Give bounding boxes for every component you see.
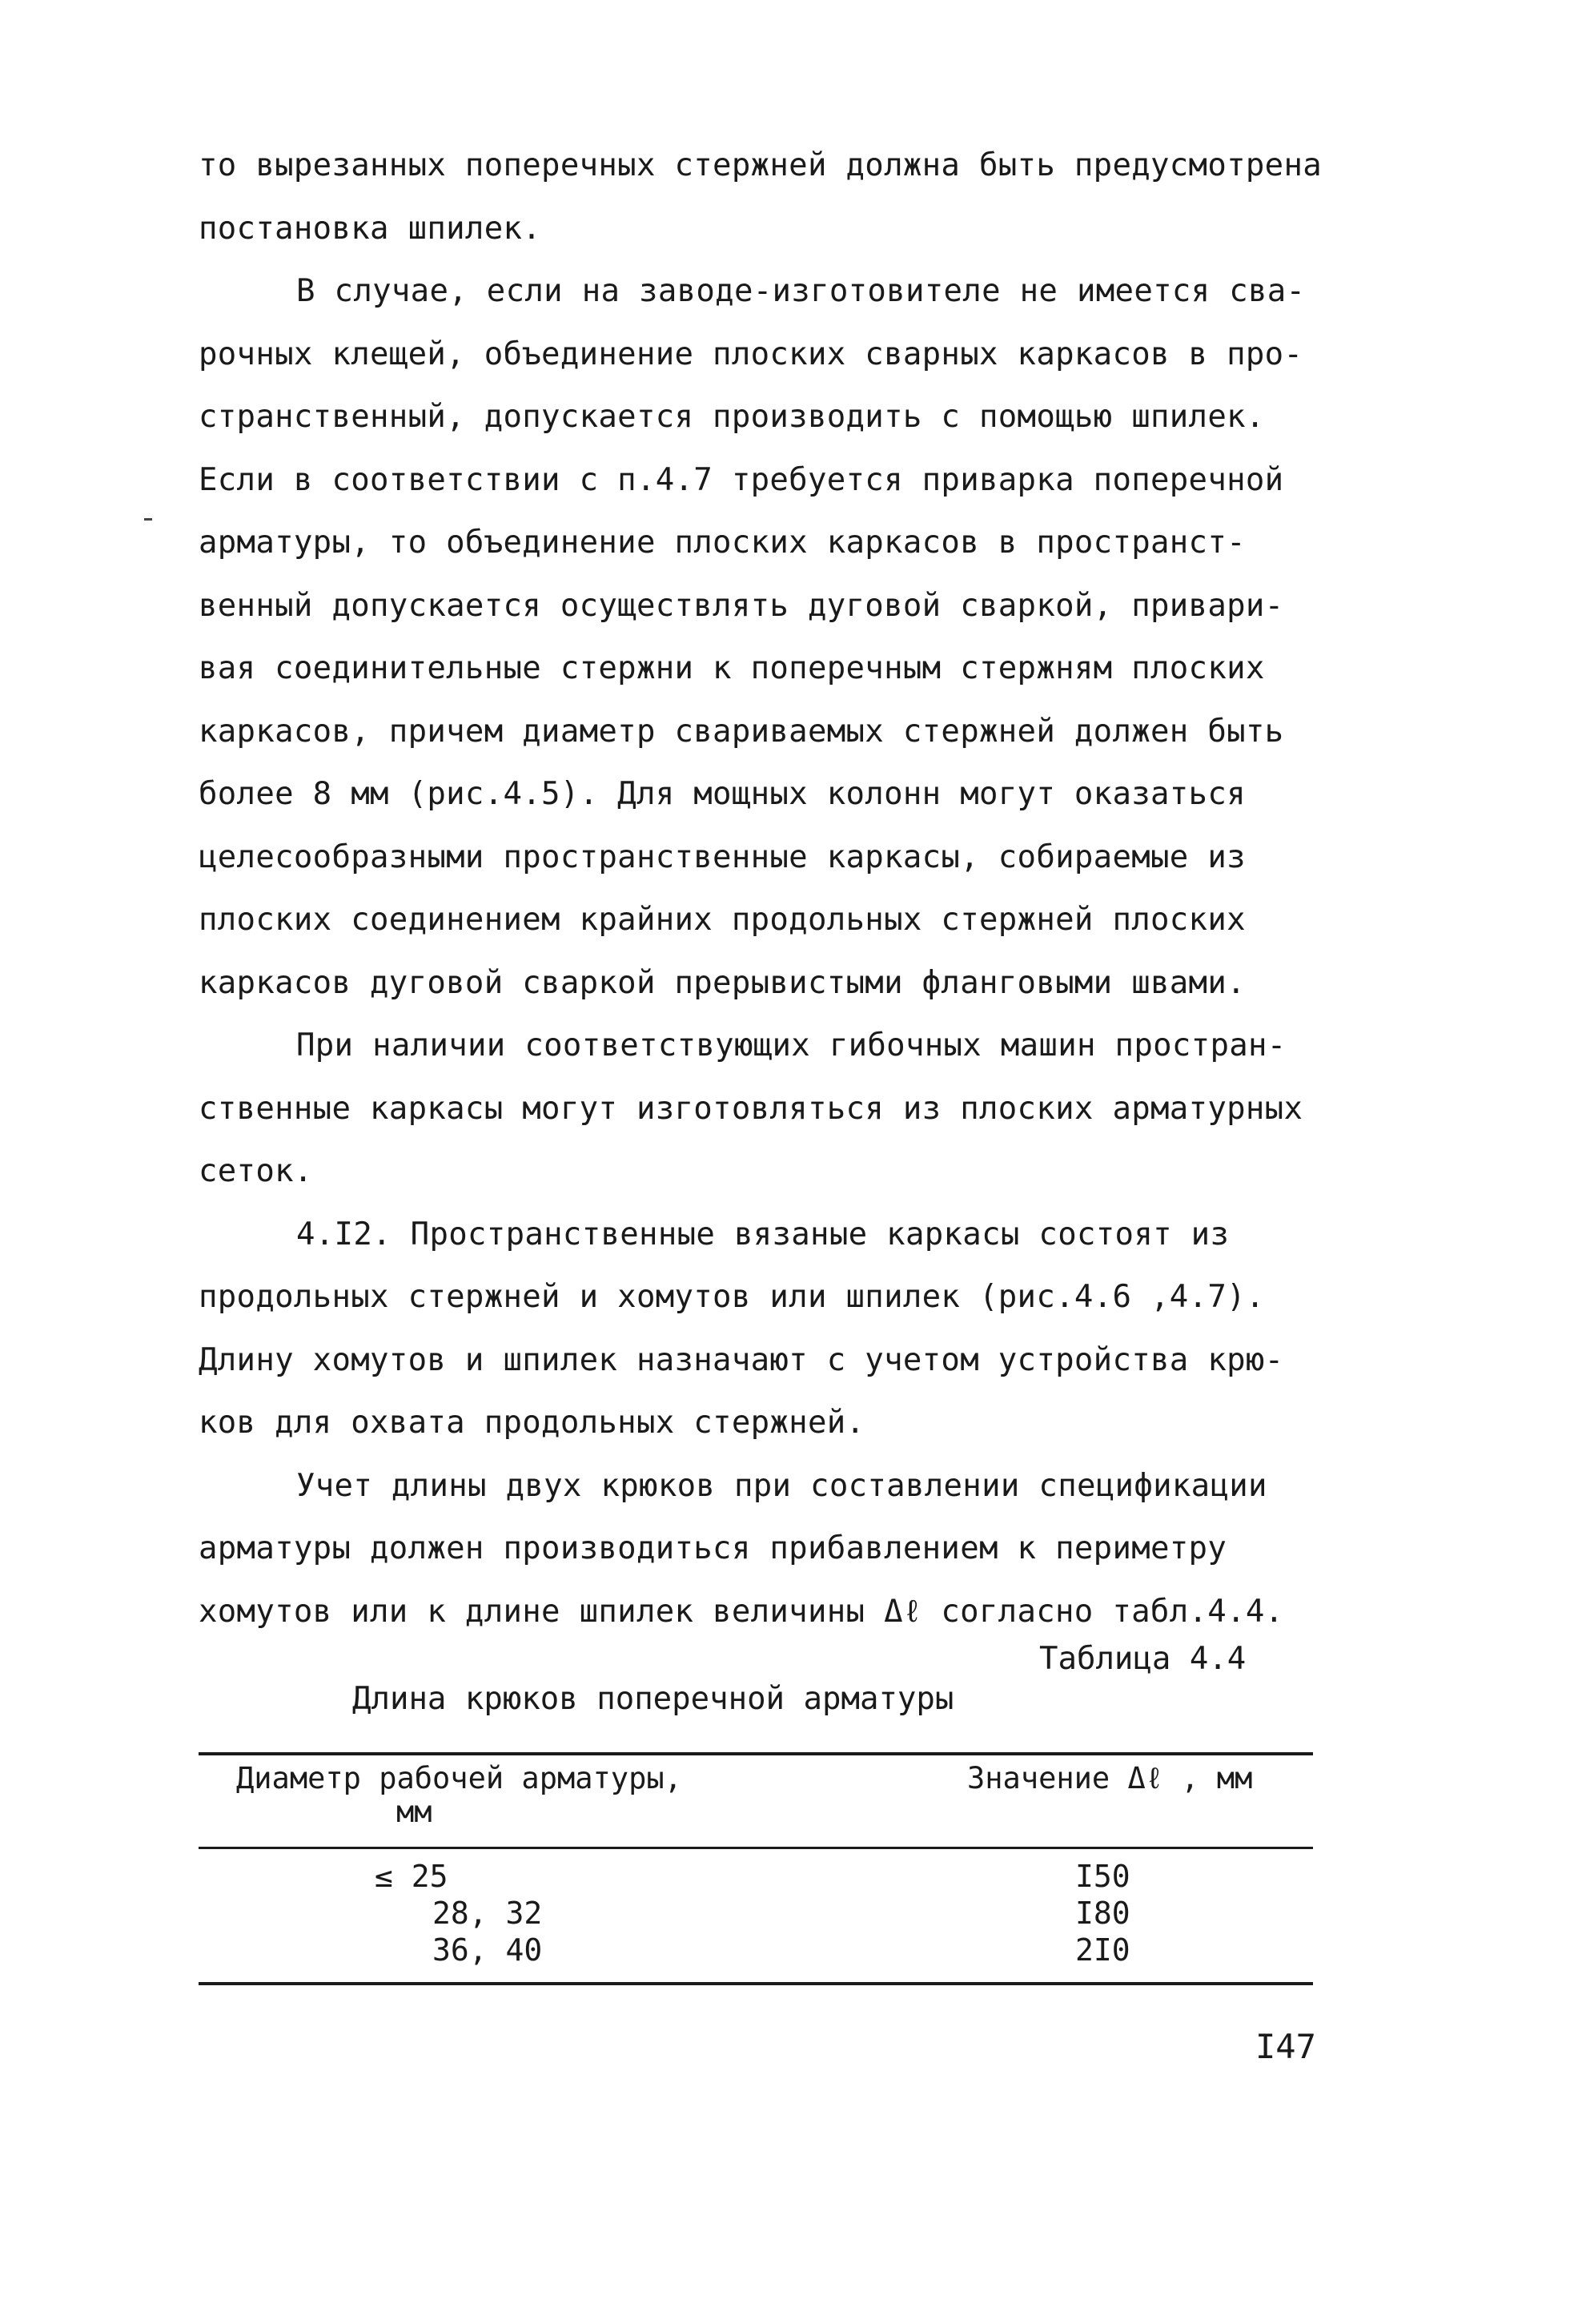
body-line: 4.I2. Пространственные вязаные каркасы состоят из	[296, 1216, 1230, 1252]
cell-value: I50	[1075, 1859, 1130, 1894]
cell-diameter: 28, 32	[432, 1896, 543, 1931]
cell-diameter: ≤ 25	[375, 1859, 448, 1894]
cell-value: I80	[1075, 1896, 1130, 1931]
body-line: При наличии соответствующих гибочных машин простран-	[296, 1027, 1287, 1063]
table-number: Таблица 4.4	[1039, 1641, 1247, 1677]
body-line: целесообразными пространственные каркасы, собираемые из	[199, 838, 1246, 875]
body-line: вая соединительные стержни к поперечным стержням плоских	[199, 650, 1265, 686]
margin-mark	[144, 518, 152, 521]
column-header-diameter	[236, 1762, 797, 1829]
cell-value: 2I0	[1075, 1932, 1130, 1968]
body-line: ков для охвата продольных стержней.	[199, 1405, 865, 1441]
body-line: каркасов, причем диаметр свариваемых стержней должен быть	[199, 713, 1284, 750]
cell-diameter: 36, 40	[432, 1932, 543, 1968]
body-line: арматуры, то объединение плоских каркасов в пространст-	[199, 525, 1246, 561]
body-line: продольных стержней и хомутов или шпилек (рис.4.6 ,4.7).	[199, 1279, 1265, 1315]
body-line: венный допускается осуществлять дуговой сваркой, привари-	[199, 587, 1284, 624]
body-line: плоских соединением крайних продольных стержней плоских	[199, 902, 1246, 938]
table-row	[199, 1932, 1313, 1968]
body-line: сеток.	[199, 1153, 313, 1189]
table-header-rule	[199, 1847, 1313, 1849]
column-header-value: Значение Δℓ , мм	[967, 1761, 1253, 1795]
body-line: арматуры должен производиться прибавлением к периметру	[199, 1530, 1227, 1566]
body-line: В случае, если на заводе-изготовителе не имеется сва-	[296, 273, 1306, 309]
body-line: Учет длины двух крюков при составлении спецификации	[296, 1467, 1267, 1504]
body-line: Если в соответствии с п.4.7 требуется приварка поперечной	[199, 461, 1284, 498]
body-line: каркасов дуговой сваркой прерывистыми фланговыми швами.	[199, 964, 1246, 1001]
column-header-diameter-unit: мм	[396, 1795, 432, 1829]
body-line: то вырезанных поперечных стержней должна быть предусмотрена	[199, 147, 1323, 183]
table-title: Длина крюков поперечной арматуры	[352, 1681, 954, 1717]
page-number: I47	[1255, 2027, 1316, 2066]
table-row	[199, 1858, 1313, 1895]
body-line: странственный, допускается производить с помощью шпилек.	[199, 399, 1265, 435]
body-text	[199, 135, 1351, 1643]
table-top-rule	[199, 1752, 1313, 1755]
body-line: хомутов или к длине шпилек величины Δℓ согласно табл.4.4.	[199, 1593, 1284, 1630]
body-line: Длину хомутов и шпилек назначают с учетом устройства крю-	[199, 1341, 1284, 1378]
column-header-diameter-label: Диаметр рабочей арматуры,	[236, 1761, 682, 1795]
table-row	[199, 1895, 1313, 1932]
body-line: рочных клещей, объединение плоских сварных каркасов в про-	[199, 336, 1303, 372]
table-bottom-rule	[199, 1982, 1313, 1985]
body-line: более 8 мм (рис.4.5). Для мощных колонн могут оказаться	[199, 776, 1246, 812]
body-line: ственные каркасы могут изготовляться из плоских арматурных	[199, 1090, 1303, 1127]
body-line: постановка шпилек.	[199, 210, 542, 247]
